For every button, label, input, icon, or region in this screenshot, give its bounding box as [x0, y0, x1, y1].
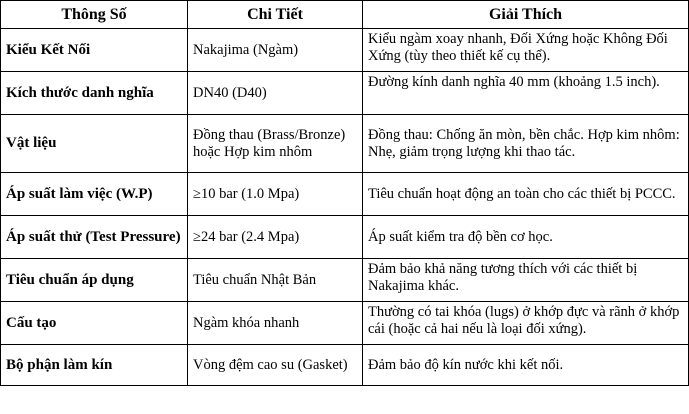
- detail-cell: Nakajima (Ngàm): [188, 29, 363, 72]
- param-cell: Kích thước danh nghĩa: [1, 72, 188, 115]
- detail-cell: ≥10 bar (1.0 Mpa): [188, 173, 363, 216]
- detail-cell: Vòng đệm cao su (Gasket): [188, 345, 363, 386]
- explain-cell: Đồng thau: Chống ăn mòn, bền chắc. Hợp kim nhôm: Nhẹ, giảm trọng lượng khi thao tác.: [363, 115, 689, 173]
- header-param: Thông Số: [1, 1, 188, 29]
- detail-cell: Đồng thau (Brass/Bronze) hoặc Hợp kim nhôm: [188, 115, 363, 173]
- table-row: [1, 173, 689, 216]
- detail-cell: Tiêu chuẩn Nhật Bản: [188, 259, 363, 302]
- table-row: [1, 259, 689, 302]
- explain-cell: Tiêu chuẩn hoạt động an toàn cho các thiết bị PCCC.: [363, 173, 689, 216]
- explain-cell: Đảm bảo khả năng tương thích với các thiết bị Nakajima khác.: [363, 259, 689, 302]
- param-cell: Kiểu Kết Nối: [1, 29, 188, 72]
- explain-cell: Kiểu ngàm xoay nhanh, Đối Xứng hoặc Không Đối Xứng (tùy theo thiết kế cụ thể).: [363, 29, 689, 72]
- table-row: [1, 115, 689, 173]
- detail-cell: Ngàm khóa nhanh: [188, 302, 363, 345]
- param-cell: Bộ phận làm kín: [1, 345, 188, 386]
- header-explain: Giải Thích: [363, 1, 689, 29]
- explain-cell: Đường kính danh nghĩa 40 mm (khoảng 1.5 inch).: [363, 72, 689, 115]
- param-cell: Cấu tạo: [1, 302, 188, 345]
- param-cell: Áp suất thử (Test Pressure): [1, 216, 188, 259]
- explain-cell: Thường có tai khóa (lugs) ở khớp đực và rãnh ở khớp cái (hoặc cả hai nếu là loại đối xứng).: [363, 302, 689, 345]
- param-cell: Áp suất làm việc (W.P): [1, 173, 188, 216]
- table-row: [1, 302, 689, 345]
- detail-cell: DN40 (D40): [188, 72, 363, 115]
- table-row: [1, 72, 689, 115]
- header-detail: Chi Tiết: [188, 1, 363, 29]
- detail-cell: ≥24 bar (2.4 Mpa): [188, 216, 363, 259]
- table-row: [1, 29, 689, 72]
- header-row: [1, 1, 689, 29]
- param-cell: Vật liệu: [1, 115, 188, 173]
- explain-cell: Áp suất kiểm tra độ bền cơ học.: [363, 216, 689, 259]
- param-cell: Tiêu chuẩn áp dụng: [1, 259, 188, 302]
- explain-cell: Đảm bảo độ kín nước khi kết nối.: [363, 345, 689, 386]
- table-row: [1, 216, 689, 259]
- table-row: [1, 345, 689, 386]
